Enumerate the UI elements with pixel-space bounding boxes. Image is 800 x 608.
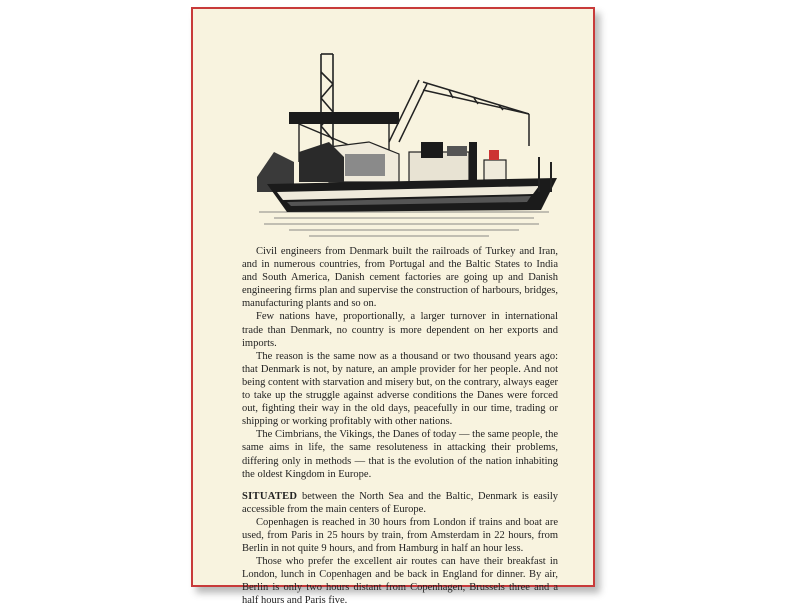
article-body (242, 245, 558, 608)
section-lead-rest: between the North Sea and the Baltic, Denmark is easily accessible from the main centers of Europe. (242, 490, 558, 515)
paragraph-air-routes: Those who prefer the excellent air routes can have their breakfast in London, lunch in Copenhagen and be back in England for dinner. By air, Berlin is only two hours distant from Copenhagen, Brussels three and a half hours and Paris five. (242, 556, 558, 607)
harbour-ship-illustration-icon (239, 42, 569, 242)
paragraph-engineers: Civil engineers from Denmark built the railroads of Turkey and Iran, and in numerous countries, from Portugal and the Baltic States to India and South America, Danish cement factories are going up and Danish engineering firms plan and supervise the construction of harbours, bridges, manufacturing plants and so on. (242, 246, 558, 310)
paragraph-reason: The reason is the same now as a thousand or two thousand years ago: that Denmark is not, by nature, an ample provider for her people. And not being content with starvation and misery but, on the contrary, always eager to take up the struggle against adverse conditions the Danes were forced out, fighting their way in the old days, peacefully in our time, trading or shipping or working profitably with other nations. (242, 350, 558, 428)
paragraph-travel-times: Copenhagen is reached in 30 hours from London if trains and boat are used, from Paris in 25 hours by train, from Amsterdam in 22 hours, from Berlin in not quite 9 hours, and from Hamburg in half an hour less. (242, 516, 558, 555)
section-lead-word: SITUATED (242, 490, 298, 502)
paragraph-evolution: The Cimbrians, the Vikings, the Danes of today — the same people, the same aims in life, the same resoluteness in attacking their problems, differing only in methods — that is the evolution of the nation inhabiting the oldest Kingdom in Europe. (242, 429, 558, 480)
book-page (191, 7, 595, 607)
paragraph-situated (242, 490, 558, 516)
paragraph-trade: Few nations have, proportionally, a larger turnover in international trade than Denmark, no country is more dependent on her exports and imports. (242, 311, 558, 349)
